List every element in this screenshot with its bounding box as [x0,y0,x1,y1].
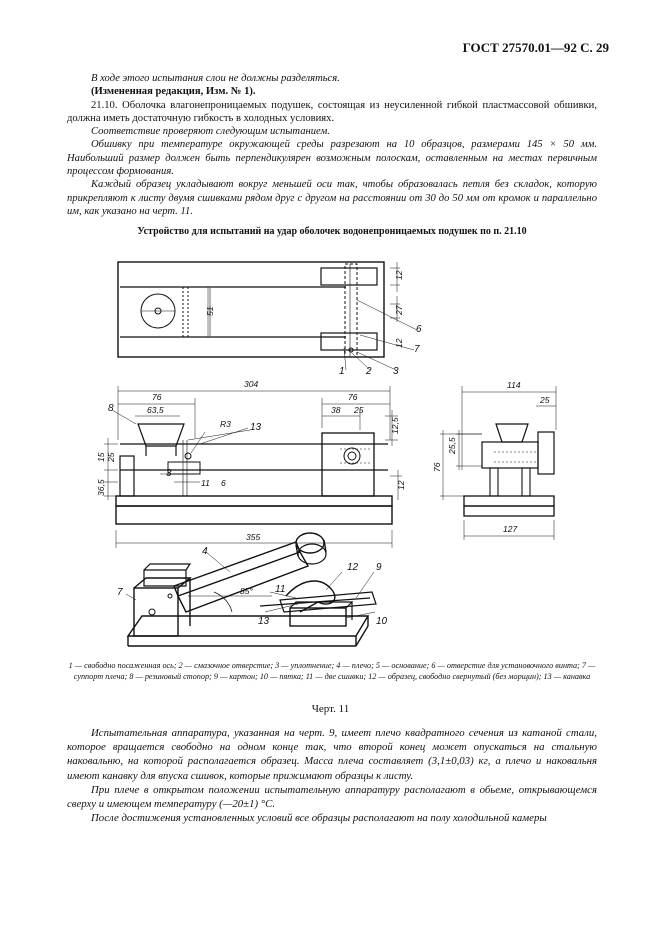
dim-11: 11 [201,478,210,488]
bottom-text [67,726,597,825]
callout-3: 3 [393,366,399,377]
callout-13-perspective: 13 [258,616,270,627]
callout-13: 13 [250,422,262,433]
bottom-paragraph-3: После достижения установленных условий все образцы располагают на полу холодильной камеры [91,812,547,825]
dim-36-5: 36,5 [96,479,106,496]
dim-15: 15 [96,452,106,462]
dim-25a: 25 [354,405,364,415]
dim-12a: 12 [394,270,404,280]
dim-85-degrees: 85° [240,586,253,596]
dim-25c: 25 [540,395,550,405]
paragraph-1: В ходе этого испытания слои не должны разделяться. [91,73,340,84]
dim-12b: 12 [394,338,404,348]
dim-127: 127 [503,524,518,534]
callout-4: 4 [202,546,208,557]
bottom-paragraph-1: Испытательная аппаратура, указанная на черт. 9, имеет плечо квадратного сечения из катаной стали, которое вращается свободно на одном конце так, что второй конец может опускаться на стальную наковальню, на которой располагается образец. Масса плеча составляет (3,1±0,03) кг, а плечо и наковальня имеют канавку для впуска сшивок, которые прижимают образцы к листу. [67,727,597,782]
dim-38: 38 [331,405,341,415]
page-header: ГОСТ 27570.01—92 С. 29 [462,40,609,55]
callout-3-front: 3 [166,468,172,479]
paragraph-3: 21.10. Оболочка влагонепроницаемых подушек, состоящая из неусиленной гибкой пластмассовой обшивки, должна иметь достаточную гибкость в холодных условиях. [67,99,597,124]
paragraph-2: (Измененная редакция, Изм. № 1). [91,86,256,98]
dim-63-5: 63,5 [147,405,164,415]
callout-2: 2 [366,366,372,377]
callout-7-perspective: 7 [117,587,123,598]
callout-10: 10 [376,616,388,627]
callout-6: 6 [416,324,422,335]
dim-25b: 25 [106,452,116,462]
side-view [440,386,556,540]
figure-legend: 1 — свободно посаженная ось; 2 — смазочное отверстие; 3 — уплотнение; 4 — плечо; 5 — основание; 6 — отверстие для установочного винта; 7 — суппорт плеча; 8 — резиновый стопор; 9 — картон; 10 — пятка; 11 — две сшивки; 12 — образец, свободно свернутый (без морщин); 13 — канавка [68,661,596,681]
dim-12-5: 12,5 [390,417,400,434]
dim-25-5: 25,5 [447,437,457,454]
bottom-paragraph-2: При плече в открытом положении испытательную аппаратуру располагают в обьеме, открывающемся сверху и имеющем температуру (—20±1) °С. [67,783,597,811]
dim-27: 27 [394,305,404,315]
paragraph-4: Соответствие проверяют следующим испытанием. [91,126,330,138]
figure-title: Устройство для испытаний на удар оболочек водонепроницаемых подушек по п. 21.10 [137,226,527,237]
callout-1: 1 [339,366,345,377]
dim-76-side: 76 [432,462,442,472]
dim-304: 304 [244,379,259,389]
dim-355: 355 [246,532,261,542]
callout-12: 12 [347,562,359,573]
paragraph-6: Каждый образец укладывают вокруг меньшей оси так, чтобы образовалась петля без складок, которую прикрепляют к листу двумя сшивками рядом друг с другом на расстоянии от 30 до 50 мм от кромок и параллельно им, как указано на черт. 11. [67,179,597,217]
figure-caption: Черт. 11 [311,703,350,715]
dim-76-right: 76 [348,392,358,402]
callout-7: 7 [414,344,420,355]
dim-12c: 12 [396,480,406,490]
dim-76: 76 [152,392,162,402]
top-view [118,262,417,370]
dim-114: 114 [507,380,521,390]
callout-9: 9 [376,562,382,573]
dim-6: 6 [221,478,226,488]
dim-51: 51 [205,306,215,316]
paragraph-5: Обшивку при температуре окружающей среды разрезают на 10 образцов, размерами 145 × 50 мм. Наибольший размер должен быть перпендикулярен возможным полоскам, оставленным на местах первичным процессом формования. [67,139,597,178]
dim-r3: R3 [220,419,231,429]
callout-8: 8 [108,403,114,414]
callout-11: 11 [275,584,286,595]
